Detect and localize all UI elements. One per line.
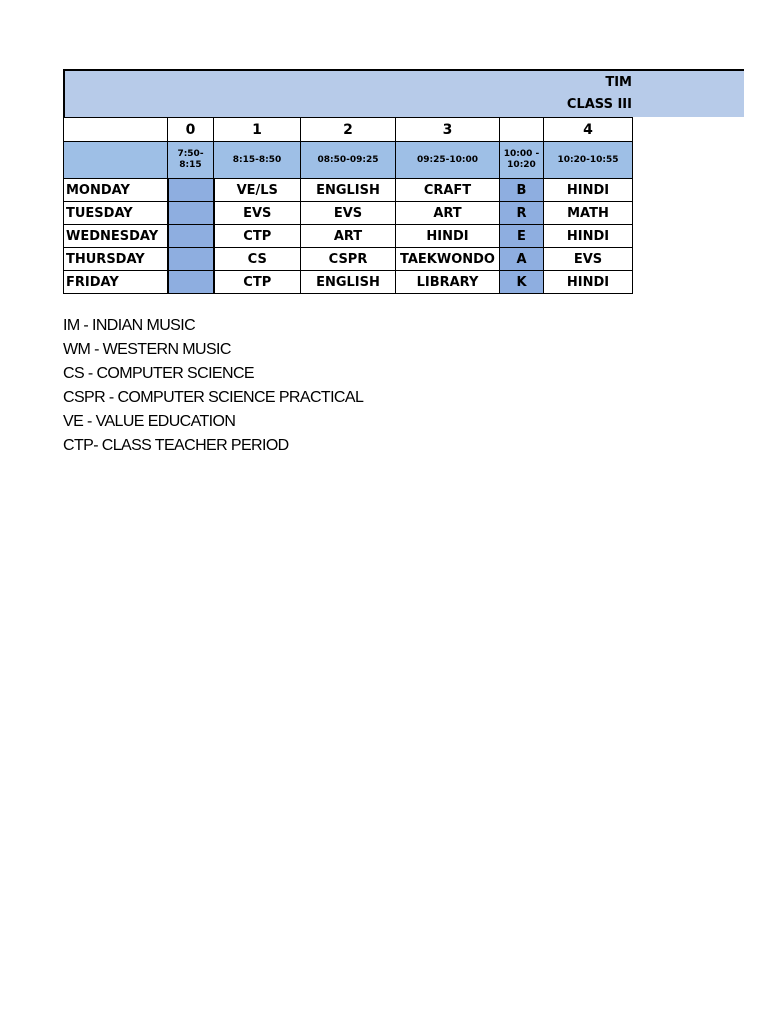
timetable-row	[64, 225, 633, 248]
period-2-cell: CSPR	[301, 248, 396, 271]
day-cell: MONDAY	[64, 179, 168, 202]
period-time: 10:20-10:55	[544, 142, 633, 179]
day-cell: THURSDAY	[64, 248, 168, 271]
period-1-cell: VE/LS	[214, 179, 301, 202]
break-cell: R	[500, 202, 544, 225]
period-3-cell: ART	[396, 202, 500, 225]
period-number-row	[64, 118, 633, 142]
period-1-cell: CTP	[214, 225, 301, 248]
period-time: 08:50-09:25	[301, 142, 396, 179]
break-cell: B	[500, 179, 544, 202]
period-4-cell: HINDI	[544, 179, 633, 202]
period-number: 2	[301, 118, 396, 142]
period-number: 4	[544, 118, 633, 142]
period-1-cell: CS	[214, 248, 301, 271]
legend-item: VE - VALUE EDUCATION	[63, 413, 236, 430]
legend-item: CTP- CLASS TEACHER PERIOD	[63, 437, 289, 454]
period-3-cell: CRAFT	[396, 179, 500, 202]
period-0-cell	[168, 248, 214, 271]
timetable-row	[64, 202, 633, 225]
time-corner-cell	[64, 142, 168, 179]
period-4-cell: HINDI	[544, 271, 633, 294]
period-3-cell: TAEKWONDO	[396, 248, 500, 271]
period-time: 10:00 - 10:20	[500, 142, 544, 179]
day-cell: FRIDAY	[64, 271, 168, 294]
period-2-cell: ENGLISH	[301, 179, 396, 202]
timetable-title-bar	[63, 69, 744, 94]
day-cell: TUESDAY	[64, 202, 168, 225]
period-time: 8:15-8:50	[214, 142, 301, 179]
period-1-cell: CTP	[214, 271, 301, 294]
period-2-cell: ART	[301, 225, 396, 248]
timetable	[63, 117, 633, 294]
period-1-cell: EVS	[214, 202, 301, 225]
legend-item: IM - INDIAN MUSIC	[63, 317, 196, 334]
timetable-title: TIM	[605, 75, 632, 90]
class-label-bar	[63, 94, 744, 117]
period-2-cell: ENGLISH	[301, 271, 396, 294]
abbreviation-legend	[63, 314, 363, 458]
period-0-cell	[168, 179, 214, 202]
period-number: 3	[396, 118, 500, 142]
timetable-row	[64, 248, 633, 271]
period-3-cell: HINDI	[396, 225, 500, 248]
break-cell: A	[500, 248, 544, 271]
legend-item: WM - WESTERN MUSIC	[63, 341, 231, 358]
period-number: 1	[214, 118, 301, 142]
class-label: CLASS III	[566, 97, 632, 112]
period-4-cell: MATH	[544, 202, 633, 225]
legend-item: CSPR - COMPUTER SCIENCE PRACTICAL	[63, 389, 364, 406]
period-0-cell	[168, 225, 214, 248]
period-time: 09:25-10:00	[396, 142, 500, 179]
day-cell: WEDNESDAY	[64, 225, 168, 248]
break-cell: E	[500, 225, 544, 248]
period-4-cell: EVS	[544, 248, 633, 271]
period-0-cell	[168, 271, 214, 294]
period-4-cell: HINDI	[544, 225, 633, 248]
corner-cell	[64, 118, 168, 142]
period-0-cell	[168, 202, 214, 225]
period-time-row	[64, 142, 633, 179]
period-time: 7:50- 8:15	[168, 142, 214, 179]
timetable-row	[64, 271, 633, 294]
legend-item: CS - COMPUTER SCIENCE	[63, 365, 254, 382]
break-cell: K	[500, 271, 544, 294]
period-2-cell: EVS	[301, 202, 396, 225]
timetable-row	[64, 179, 633, 202]
period-number	[500, 118, 544, 142]
period-3-cell: LIBRARY	[396, 271, 500, 294]
period-number: 0	[168, 118, 214, 142]
